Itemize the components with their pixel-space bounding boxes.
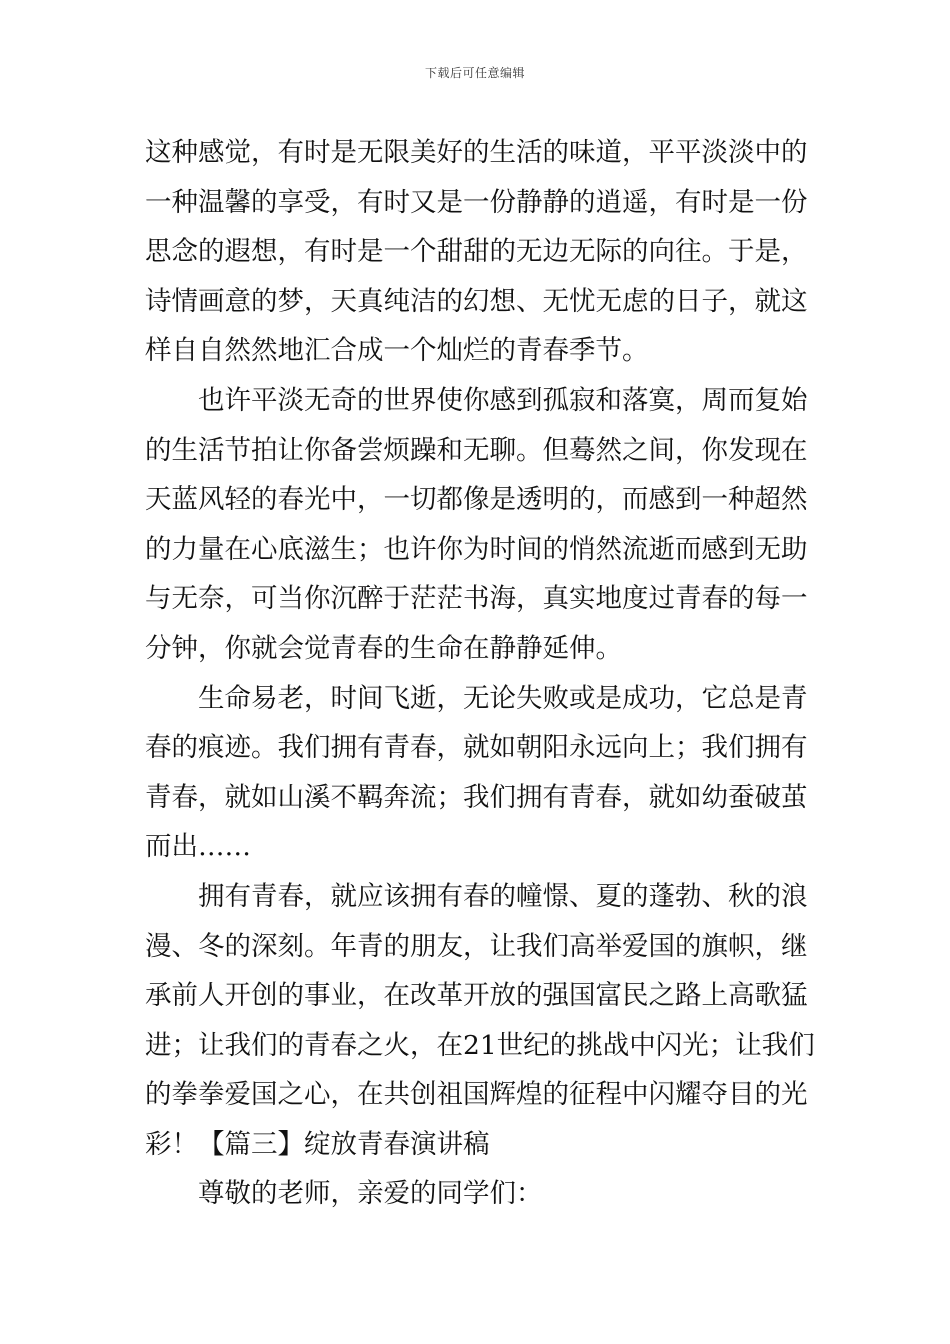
text-line: 青春，就如山溪不羁奔流；我们拥有青春，就如幼蚕破茧 [145, 781, 808, 813]
text-line: 的拳拳爱国之心，在共创祖国辉煌的征程中闪耀夺目的光 [145, 1079, 808, 1111]
text-line: 思念的遐想，有时是一个甜甜的无边无际的向往。于是， [145, 236, 808, 268]
paragraph-first-line: 拥有青春，就应该拥有春的幢憬、夏的蓬勃、秋的浪 [198, 880, 808, 912]
page-header: 下载后可任意编辑 [424, 66, 525, 80]
text-line: 漫、冬的深刻。年青的朋友，让我们高举爱国的旗帜，继 [145, 930, 808, 962]
text-line: 彩！【篇三】绽放青春演讲稿 [145, 1128, 490, 1160]
text-line: 的力量在心底滋生；也许你为时间的悄然流逝而感到无助 [145, 533, 808, 565]
text-line: 春的痕迹。我们拥有青春，就如朝阳永远向上；我们拥有 [145, 732, 808, 764]
paragraph-first-line: 尊敬的老师，亲爱的同学们： [198, 1178, 543, 1210]
paragraph-first-line: 生命易老，时间飞逝，无论失败或是成功，它总是青 [198, 682, 808, 714]
text-line: 一种温馨的享受，有时又是一份静静的逍遥，有时是一份 [145, 186, 808, 218]
paragraph-first-line: 也许平淡无奇的世界使你感到孤寂和落寞，周而复始 [198, 384, 808, 416]
text-line: 天蓝风轻的春光中，一切都像是透明的，而感到一种超然 [145, 484, 808, 516]
text-line: 而出…… [145, 831, 251, 863]
text-line: 承前人开创的事业，在改革开放的强国富民之路上高歌猛 [145, 980, 808, 1012]
text-line: 与无奈，可当你沉醉于茫茫书海，真实地度过青春的每一 [145, 583, 808, 615]
text-line: 诗情画意的梦，天真纯洁的幻想、无忧无虑的日子，就这 [145, 285, 808, 317]
text-line: 这种感觉，有时是无限美好的生活的味道，平平淡淡中的 [145, 137, 808, 168]
document-body [145, 128, 813, 1219]
text-line: 样自自然然地汇合成一个灿烂的青春季节。 [145, 335, 649, 367]
text-line: 进；让我们的青春之火，在21世纪的挑战中闪光；让我们 [145, 1029, 815, 1061]
text-line: 的生活节拍让你备尝烦躁和无聊。但蓦然之间，你发现在 [145, 434, 808, 466]
text-line: 分钟，你就会觉青春的生命在静静延伸。 [145, 632, 622, 664]
